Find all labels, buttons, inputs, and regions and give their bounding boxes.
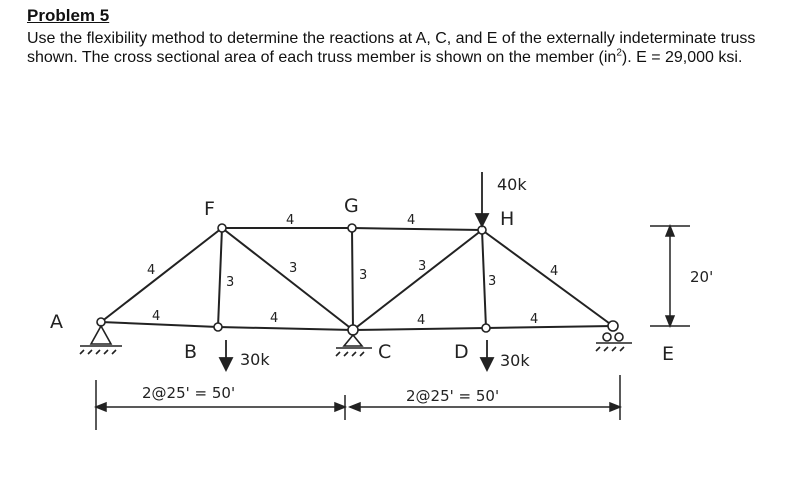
area-label-he: 4 — [550, 264, 559, 279]
member-cd — [353, 328, 486, 330]
area-label-gc: 3 — [359, 268, 368, 283]
joint-d — [482, 324, 490, 332]
area-label-af: 4 — [147, 263, 156, 278]
load-value-h: 40k — [497, 175, 527, 194]
area-label-fg: 4 — [286, 213, 295, 228]
area-label-cd: 4 — [417, 313, 426, 328]
node-label-g: G — [344, 195, 359, 217]
member-he — [482, 230, 613, 326]
area-label-ch: 3 — [418, 259, 427, 274]
dimension-label-left: 2@25' = 50' — [142, 384, 236, 402]
dimension-height — [650, 226, 690, 326]
joint-f — [218, 224, 226, 232]
joint-b — [214, 323, 222, 331]
load-arrow-h — [476, 172, 488, 226]
area-label-de: 4 — [530, 312, 539, 327]
load-value-d: 30k — [500, 351, 530, 370]
pin-support-a — [80, 326, 122, 354]
problem-text-part1: Use the flexibility method to determine the reactions at A, C, and E of the externally indeterminate truss shown. The cross sectional area of each truss member is shown on the member (in — [27, 30, 756, 66]
node-label-a: A — [50, 311, 63, 333]
area-label-fb: 3 — [226, 275, 235, 290]
member-gc — [352, 228, 353, 330]
load-value-b: 30k — [240, 350, 270, 369]
area-unit-superscript: 2 — [616, 47, 622, 59]
area-label-bc: 4 — [270, 311, 279, 326]
member-gh — [352, 228, 482, 230]
roller-support-e — [596, 333, 632, 351]
area-label-ab: 4 — [152, 309, 161, 324]
node-label-d: D — [454, 341, 469, 363]
joint-c — [348, 325, 358, 335]
area-label-hd: 3 — [488, 274, 497, 289]
member-bc — [218, 327, 353, 330]
node-label-f: F — [204, 198, 215, 220]
node-label-e: E — [662, 343, 675, 365]
joint-g — [348, 224, 356, 232]
member-fb — [218, 228, 222, 327]
problem-text-part2: ). E = 29,000 ksi. — [621, 49, 743, 66]
area-label-fc: 3 — [289, 261, 298, 276]
member-af — [101, 228, 222, 322]
problem-title: Problem 5 — [27, 6, 110, 25]
dimension-label-height: 20' — [690, 268, 714, 286]
node-label-h: H — [500, 208, 515, 230]
roller-support-c — [336, 335, 372, 356]
joint-e — [608, 321, 618, 331]
dimension-label-right: 2@25' = 50' — [406, 387, 500, 405]
load-arrow-b — [220, 340, 232, 370]
node-label-c: C — [378, 341, 392, 363]
area-label-gh: 4 — [407, 213, 416, 228]
member-de — [486, 326, 613, 328]
member-hd — [482, 230, 486, 328]
load-arrow-d — [481, 340, 493, 370]
member-fc — [222, 228, 353, 330]
node-label-b: B — [184, 341, 198, 363]
